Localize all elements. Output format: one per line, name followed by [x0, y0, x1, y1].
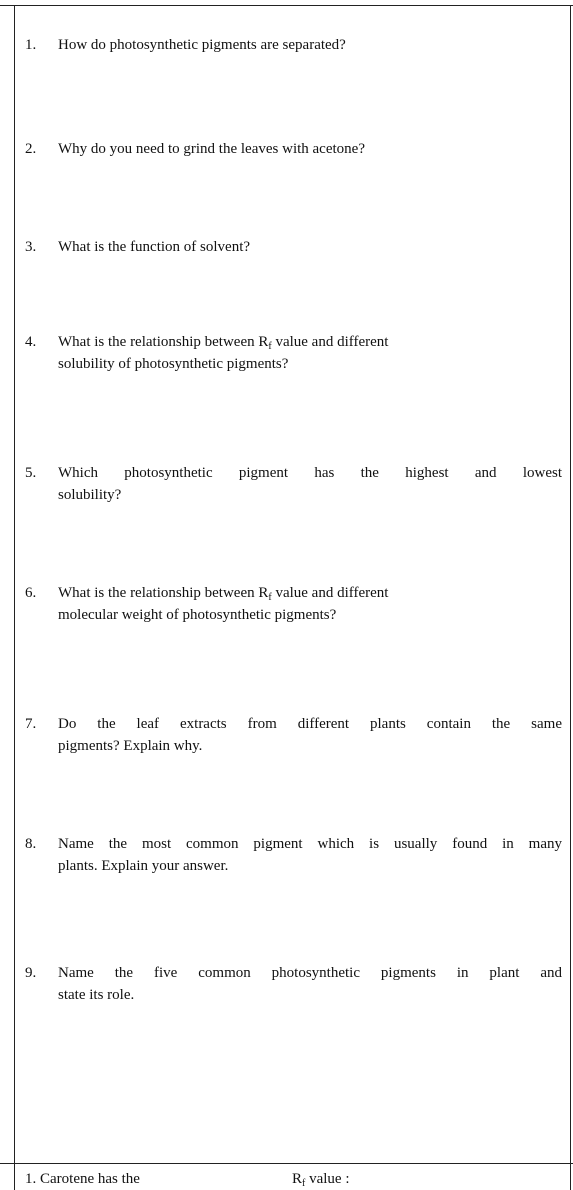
- question-text-line-1: Name the most common pigment which is usually found in many: [58, 836, 562, 852]
- question-number: 7.: [25, 716, 37, 732]
- question-text-line-1: What is the relationship between $R_f$ value and different: [58, 585, 389, 603]
- question-text: Why do you need to grind the leaves with acetone?: [58, 141, 365, 157]
- question-number: 5.: [25, 465, 37, 481]
- table-row-divider: [0, 1163, 573, 1164]
- question-6: [25, 582, 562, 626]
- question-text-line-2: state its role.: [58, 987, 135, 1003]
- question-text-line-2: solubility?: [58, 487, 122, 503]
- table-top-border: [0, 5, 573, 6]
- question-8: [25, 833, 562, 877]
- question-text-line-1: Name the five common photosynthetic pigments in plant and: [58, 965, 562, 981]
- question-text-line-2: plants. Explain your answer.: [58, 858, 229, 874]
- question-5: [25, 462, 562, 506]
- question-number: 8.: [25, 836, 37, 852]
- question-text-line-2: solubility of photosynthetic pigments?: [58, 356, 289, 372]
- question-text: How do photosynthetic pigments are separated?: [58, 37, 346, 53]
- answer-prompt-carotene: 1. Carotene has the: [25, 1171, 140, 1187]
- question-text-line-1: Do the leaf extracts from different plants contain the same: [58, 716, 562, 732]
- question-2: [25, 138, 562, 160]
- question-number: 4.: [25, 334, 37, 350]
- table-right-border: [570, 5, 571, 1190]
- question-1: [25, 34, 562, 56]
- question-4: [25, 331, 562, 375]
- question-3: [25, 236, 562, 258]
- question-text-line-2: molecular weight of photosynthetic pigments?: [58, 607, 337, 623]
- question-text-line-1: Which photosynthetic pigment has the highest and lowest: [58, 465, 562, 481]
- question-number: 1.: [25, 37, 37, 53]
- question-number: 2.: [25, 141, 37, 157]
- question-text-line-2: pigments? Explain why.: [58, 738, 203, 754]
- answer-prompt-rf-value: $R_f$ value :: [292, 1171, 350, 1189]
- question-number: 9.: [25, 965, 37, 981]
- question-9: [25, 962, 562, 1006]
- question-number: 6.: [25, 585, 37, 601]
- question-7: [25, 713, 562, 757]
- table-left-border: [14, 5, 15, 1190]
- question-text: What is the function of solvent?: [58, 239, 251, 255]
- question-text-line-1: What is the relationship between $R_f$ value and different: [58, 334, 389, 352]
- question-number: 3.: [25, 239, 37, 255]
